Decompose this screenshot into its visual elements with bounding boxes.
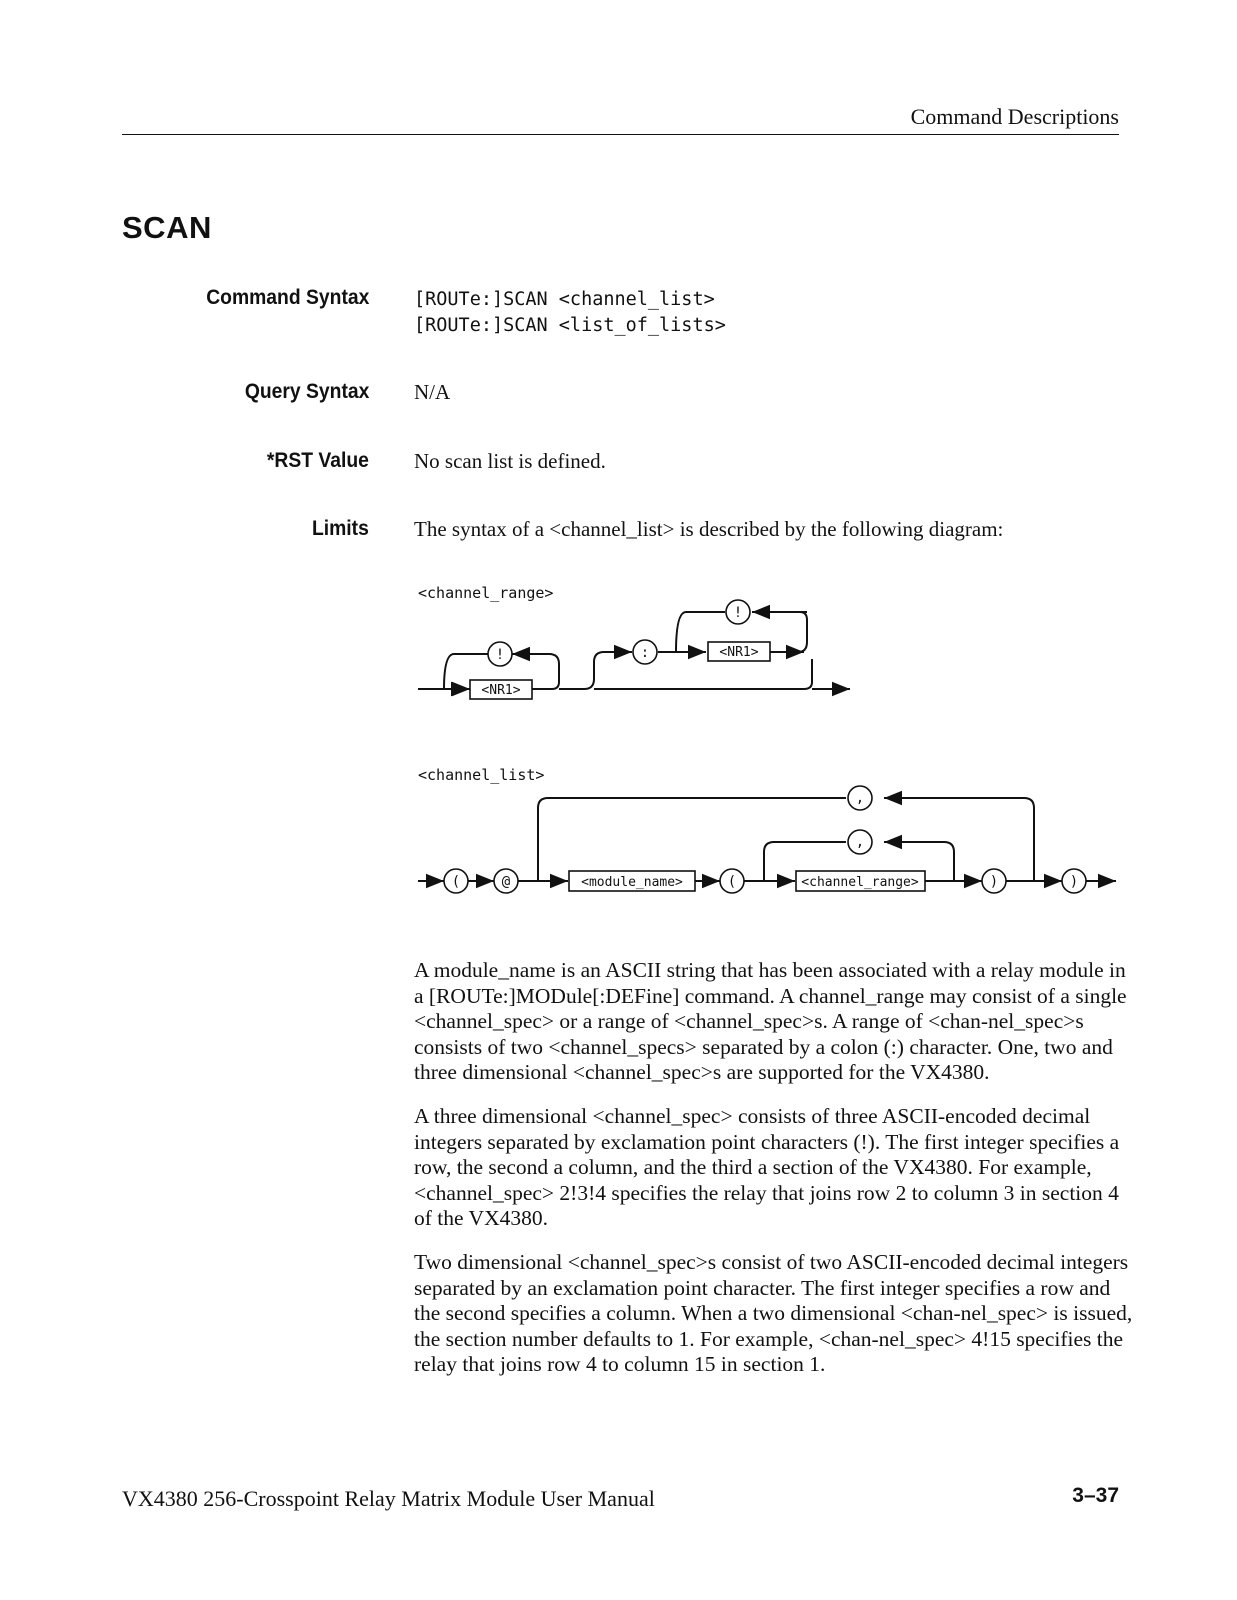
channel-list-title: <channel_list> bbox=[418, 766, 545, 784]
limits-text: The syntax of a <channel_list> is described by the following diagram: bbox=[414, 517, 1004, 541]
channel-range-nr1-1: <NR1> bbox=[481, 683, 521, 698]
channel-list-channel-range: <channel_range> bbox=[801, 875, 919, 890]
section-title: SCAN bbox=[122, 210, 212, 245]
command-syntax-line-2: [ROUTe:]SCAN <list_of_lists> bbox=[414, 315, 726, 336]
query-syntax-label: Query Syntax bbox=[244, 380, 369, 403]
channel-list-inner-comma: , bbox=[855, 834, 865, 850]
channel-list-diagram bbox=[414, 764, 1124, 909]
query-syntax-value: N/A bbox=[414, 380, 451, 404]
channel-range-title: <channel_range> bbox=[418, 584, 554, 602]
rst-value-label: *RST Value bbox=[266, 449, 369, 472]
channel-range-bang-1: ! bbox=[495, 647, 505, 663]
channel-range-diagram bbox=[414, 584, 874, 709]
channel-list-inner-close-paren: ) bbox=[989, 874, 999, 890]
channel-list-close-paren: ) bbox=[1069, 874, 1079, 890]
paragraph-three-dimensional: A three dimensional <channel_spec> consists of three ASCII-encoded decimal integers separated by exclamation point characters (!). The first integer specifies a row, the second a column, and the third a section of the VX4380. For example, <channel_spec> 2!3!4 specifies the relay that joins row 2 to column 3 in section 4 of the VX4380. bbox=[414, 1104, 1120, 1230]
paragraph-module-name: A module_name is an ASCII string that has been associated with a relay module in a [ROUTe:]MODule[:DEFine] command. A channel_range may consist of a single <channel_spec> or a range of <channel_spec>s. A range of <chan-nel_spec>s consists of two <channel_specs> separated by a colon (:) character. One, two and three dimensional <channel_spec>s are supported for the VX4380. bbox=[414, 958, 1127, 1084]
paragraph-two-dimensional: Two dimensional <channel_spec>s consist of two ASCII-encoded decimal integers separated by an exclamation point character. The first integer specifies a row and the second specifies a column. When a two dimensional <chan-nel_spec> is issued, the section number defaults to 1. For example, <chan-nel_spec> 4!15 specifies the relay that joins row 4 to column 15 in section 1. bbox=[414, 1250, 1133, 1376]
channel-list-open-paren: ( bbox=[451, 874, 461, 890]
footer-page-number: 3–37 bbox=[1072, 1484, 1119, 1507]
channel-list-inner-open-paren: ( bbox=[727, 874, 737, 890]
limits-label: Limits bbox=[312, 517, 369, 540]
command-syntax-value bbox=[414, 287, 726, 339]
command-syntax-label: Command Syntax bbox=[205, 286, 369, 309]
footer-manual-title: VX4380 256-Crosspoint Relay Matrix Module User Manual bbox=[122, 1486, 655, 1511]
command-syntax-line-1: [ROUTe:]SCAN <channel_list> bbox=[414, 289, 715, 310]
running-header: Command Descriptions bbox=[910, 104, 1119, 129]
channel-range-syntax-svg bbox=[414, 584, 874, 704]
channel-list-at-sign: @ bbox=[501, 874, 511, 890]
channel-range-colon: : bbox=[640, 645, 650, 661]
channel-range-bang-2: ! bbox=[733, 605, 743, 621]
channel-range-nr1-2: <NR1> bbox=[719, 645, 759, 660]
channel-list-module-name: <module_name> bbox=[581, 875, 683, 890]
header-rule bbox=[122, 134, 1119, 135]
channel-list-syntax-svg bbox=[414, 764, 1124, 904]
rst-value-text: No scan list is defined. bbox=[414, 449, 606, 473]
channel-list-outer-comma: , bbox=[855, 790, 865, 806]
